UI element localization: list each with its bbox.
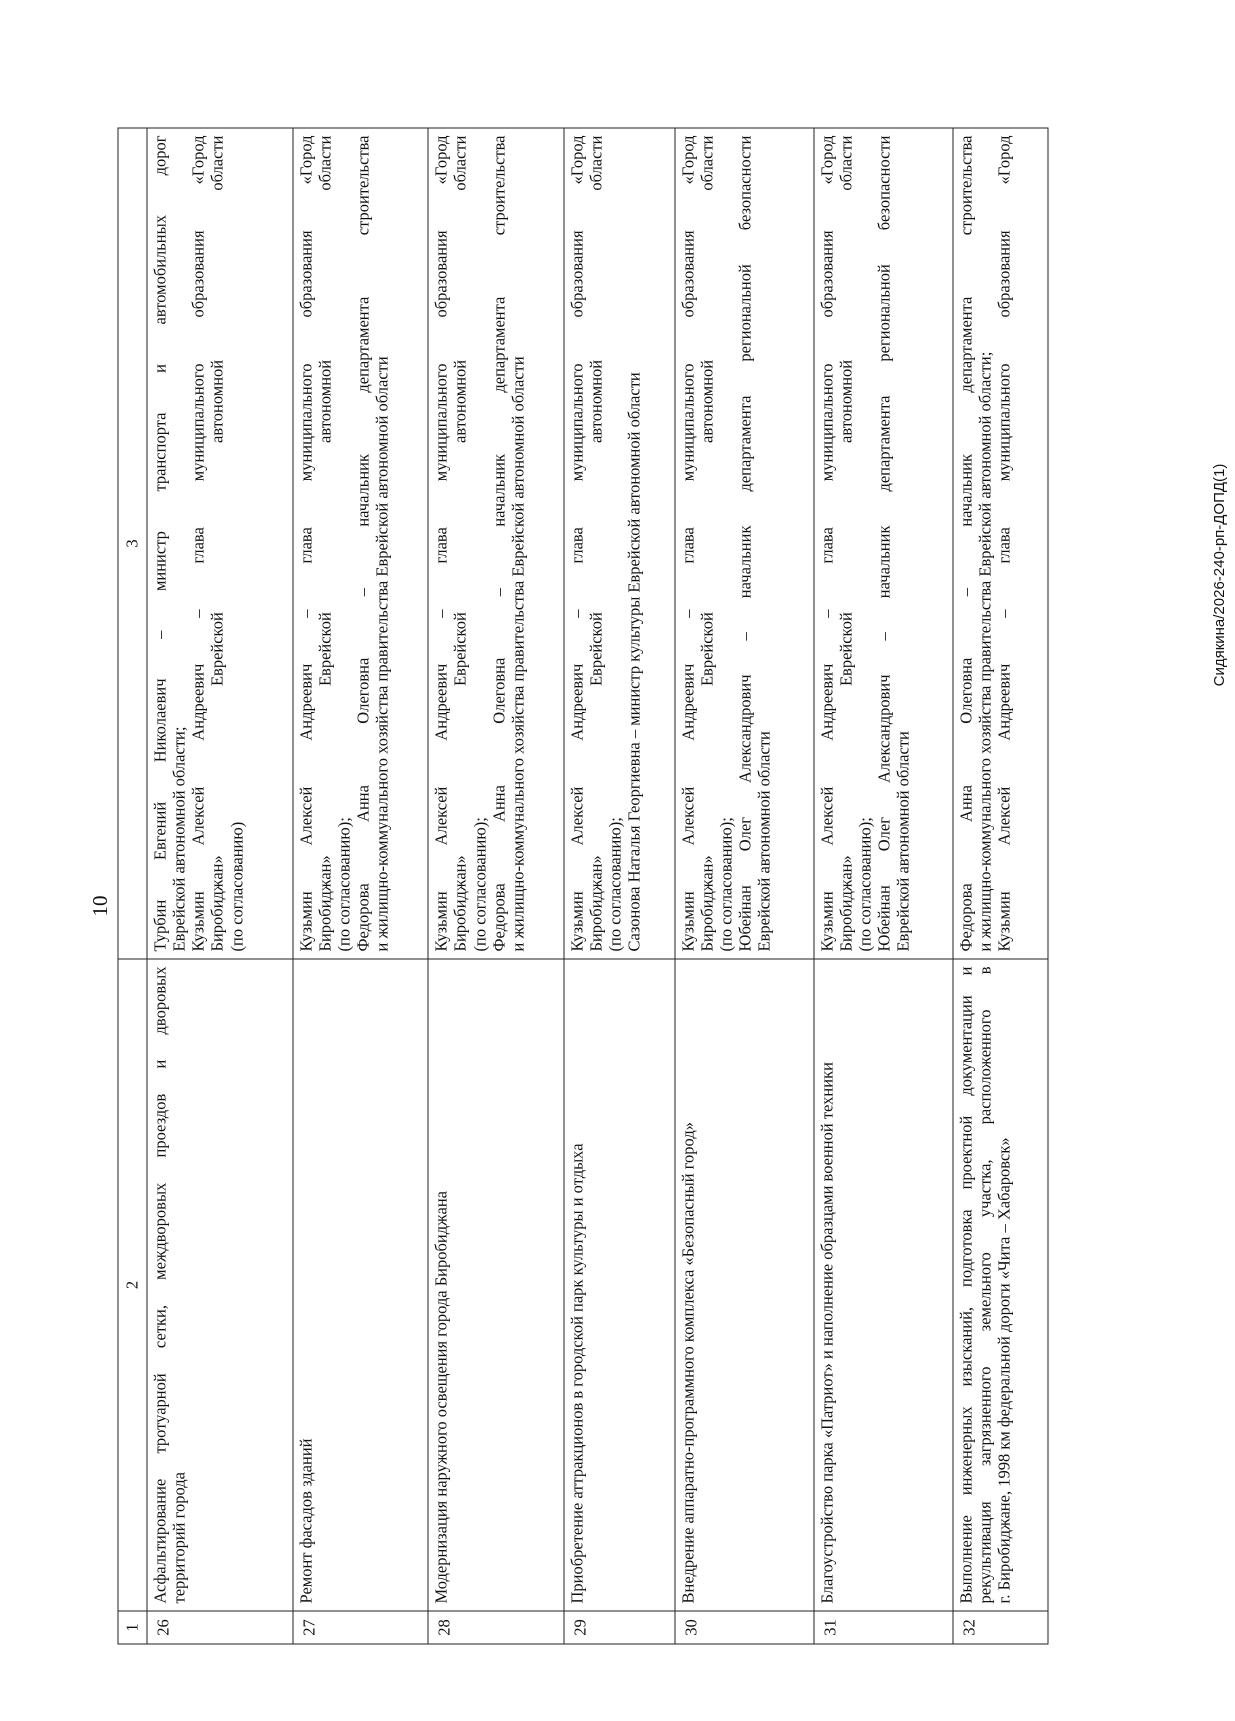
row-number: 31 [814,1611,953,1644]
responsible-line: (по согласованию) [227,821,246,952]
row-number: 29 [564,1611,675,1644]
table-header-row [118,128,147,1644]
table-row [293,128,429,1644]
measure-name-line: г. Биробиджане, 1998 км федеральной дороги «Чита – Хабаровск» [994,1137,1014,1604]
measures-table [118,128,1049,1645]
responsible-line: Еврейской автономной области; [169,726,189,952]
responsible-line: (по согласованию); [334,817,354,952]
responsible-line: Биробиджан» Еврейской автономной области [586,135,606,952]
measure-name [293,959,429,1611]
responsible-line: Биробиджан» Еврейской автономной области [207,135,227,952]
measure-name [953,959,1048,1611]
rotated-table-container [118,129,1049,1645]
responsible-line: и жилищно-коммунального хозяйства правительства Еврейской автономной области [372,356,392,952]
measure-name [147,959,293,1611]
responsible-persons [675,128,814,959]
measure-name [564,959,675,1611]
responsible-line: Биробиджан» Еврейской автономной области [450,135,470,952]
responsible-line: Кузьмин Алексей Андреевич – глава муниципального образования «Город [567,135,587,952]
responsible-line: Еврейской автономной области [754,731,774,952]
measure-name-line: территорий города [169,1472,189,1604]
responsible-persons [814,128,953,959]
responsible-persons [428,128,564,959]
responsible-line: (по согласованию); [470,817,490,952]
row-number: 27 [293,1611,429,1644]
responsible-line: Кузьмин Алексей Андреевич – глава муниципального образования «Город [678,135,698,952]
measure-name-line: Приобретение аттракционов в городской парк культуры и отдыха [567,1143,587,1604]
measure-name-line: Ремонт фасадов зданий [296,1438,316,1604]
row-number: 26 [147,1611,293,1644]
responsible-line: Федорова Анна Олеговна – начальник департамента строительства [353,135,373,952]
responsible-line: (по согласованию); [855,817,875,952]
responsible-persons [147,128,293,959]
responsible-persons [564,128,675,959]
measure-name [428,959,564,1611]
measure-name-line: Благоустройство парка «Патриот» и наполнение образцами военной техники [817,1062,837,1604]
measure-name-line: Модернизация наружного освещения города Биробиджана [431,1191,451,1604]
responsible-line: Еврейской автономной области [893,731,913,952]
table-row [675,128,814,1644]
row-number: 32 [953,1611,1048,1644]
header-col-2: 2 [118,959,147,1611]
measure-name-line: рекультивация загрязненного земельного участка, расположенного в [975,966,995,1604]
measure-name [814,959,953,1611]
responsible-line: (по согласованию); [605,817,625,952]
header-col-1: 1 [118,1611,147,1644]
responsible-line: Кузьмин Алексей Андреевич – глава муниципального образования «Город [994,135,1014,952]
responsible-line: Федорова Анна Олеговна – начальник департамента строительства [956,135,976,952]
row-number: 28 [428,1611,564,1644]
responsible-line: Кузьмин Алексей Андреевич – глава муниципального образования «Город [431,135,451,952]
table-row [814,128,953,1644]
table-row [564,128,675,1644]
responsible-line: Федорова Анна Олеговна – начальник департамента строительства [489,135,509,952]
responsible-line: Кузьмин Алексей Андреевич – глава муниципального образования «Город [296,135,316,952]
measure-name-line: Выполнение инженерных изысканий, подготовка проектной документации и [956,966,976,1604]
table-row [953,128,1048,1644]
page-number: 10 [88,895,112,917]
header-col-3: 3 [118,128,147,959]
responsible-persons [293,128,429,959]
measure-name-line: Внедрение аппаратно-программного комплекса «Безопасный город» [678,1122,698,1604]
responsible-line: Биробиджан» Еврейской автономной области [697,135,717,952]
responsible-line: Биробиджан» Еврейской автономной области [315,135,335,952]
table-row [147,128,293,1644]
responsible-persons [953,128,1048,959]
responsible-line: Кузьмин Алексей Андреевич – глава муниципального образования «Город [188,135,208,952]
responsible-line: Юбейнан Олег Александрович – начальник департамента региональной безопасности [735,135,755,952]
table-row [428,128,564,1644]
responsible-line: Турбин Евгений Николаевич – министр транспорта и автомобильных дорог [150,135,170,952]
footer-filename: Сидякина/2026-240-рп-ДОПД(1) [1211,463,1228,687]
measure-name [675,959,814,1611]
measure-name-line: Асфальтирование тротуарной сетки, междворовых проездов и дворовых [150,966,170,1604]
responsible-line: и жилищно-коммунального хозяйства правительства Еврейской автономной области [508,356,528,952]
responsible-line: и жилищно-коммунального хозяйства правительства Еврейской автономной области; [975,351,995,952]
responsible-line: Сазонова Наталья Георгиевна – министр культуры Еврейской автономной области [624,372,644,952]
responsible-line: Юбейнан Олег Александрович – начальник департамента региональной безопасности [874,135,894,952]
row-number: 30 [675,1611,814,1644]
responsible-line: (по согласованию); [716,817,736,952]
responsible-line: Кузьмин Алексей Андреевич – глава муниципального образования «Город [817,135,837,952]
responsible-line: Биробиджан» Еврейской автономной области [836,135,856,952]
